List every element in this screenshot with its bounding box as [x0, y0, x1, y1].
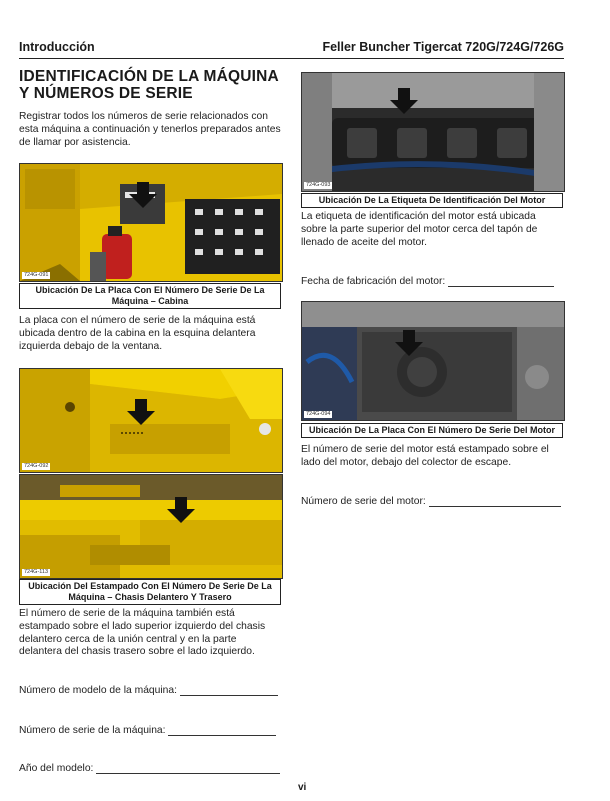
- chassis-caption-line1: Ubicación Del Estampado Con El Número De Serie De La: [28, 581, 272, 591]
- engine-date-field: [301, 276, 554, 287]
- page-number: vi: [298, 782, 307, 793]
- engine-serial-field: [301, 496, 561, 507]
- cab-photo-tag: 724G-091: [24, 272, 49, 278]
- chassis-paragraph: El número de serie de la máquina también está estampado sobre el lado superior izquierdo del chasis delantero cerca de la unión central y en la parte delantera del chasis trasero sobre el lado izquierdo.: [19, 608, 266, 658]
- model-number-label: Número de modelo de la máquina:: [19, 685, 177, 696]
- page-title: [19, 68, 289, 102]
- model-number-blank[interactable]: [180, 685, 278, 696]
- model-year-blank[interactable]: [96, 763, 280, 774]
- engine-serial-label: Número de serie del motor:: [301, 496, 426, 507]
- machine-serial-field: [19, 725, 276, 736]
- engine-serial-blank[interactable]: [429, 496, 561, 507]
- page-title-line1: IDENTIFICACIÓN DE LA MÁQUINA: [19, 68, 279, 85]
- engine-tag-paragraph: La etiqueta de identificación del motor está ubicada sobre la parte superior del motor cerca del tapón de llenado de aceite del motor.: [301, 211, 538, 248]
- model-number-field: [19, 685, 278, 696]
- header-rule: [19, 58, 564, 59]
- machine-serial-label: Número de serie de la máquina:: [19, 725, 166, 736]
- intro-paragraph: Registrar todos los números de serie relacionados con esta máquina a continuación y tenerlos preparados antes de llamar por asistencia.: [19, 111, 281, 148]
- cab-caption-line1: Ubicación De La Placa Con El Número De Serie De La: [35, 285, 265, 295]
- cab-caption: [19, 283, 281, 309]
- chassis-caption-line2: Máquina – Chasis Delantero Y Trasero: [68, 592, 232, 602]
- model-year-label: Año del modelo:: [19, 763, 94, 774]
- machine-serial-blank[interactable]: [168, 725, 276, 736]
- engine-top-photo: [301, 72, 565, 192]
- chassis-caption: [19, 579, 281, 605]
- engine-plate-paragraph: El número de serie del motor está estampado sobre el lado del motor, debajo del colector de escape.: [301, 444, 549, 468]
- chassis-front-photo-tag: 724G-092: [24, 463, 49, 469]
- engine-side-photo-tag: 724G-094: [306, 411, 331, 417]
- cab-caption-line2: Máquina – Cabina: [111, 296, 189, 306]
- cab-paragraph: La placa con el número de serie de la máquina está ubicada dentro de la cabina en la esquina delantera izquierda debajo de la ventana.: [19, 315, 256, 352]
- model-year-field: [19, 763, 280, 774]
- chassis-rear-photo-tag: 724G-113: [24, 569, 49, 575]
- engine-tag-caption: Ubicación De La Etiqueta De Identificación Del Motor: [301, 193, 563, 208]
- cab-photo: [19, 163, 283, 282]
- engine-top-photo-tag: 724G-093: [306, 182, 331, 188]
- chassis-rear-photo: [19, 474, 283, 579]
- chassis-front-photo: [19, 368, 283, 473]
- header-section-title: Introducción: [19, 40, 95, 54]
- engine-side-photo: [301, 301, 565, 421]
- engine-date-label: Fecha de fabricación del motor:: [301, 276, 446, 287]
- page-title-line2: Y NÚMEROS DE SERIE: [19, 85, 193, 102]
- engine-date-blank[interactable]: [448, 276, 554, 287]
- header-manual-title: Feller Buncher Tigercat 720G/724G/726G: [322, 40, 564, 54]
- engine-plate-caption: Ubicación De La Placa Con El Número De Serie Del Motor: [301, 423, 563, 438]
